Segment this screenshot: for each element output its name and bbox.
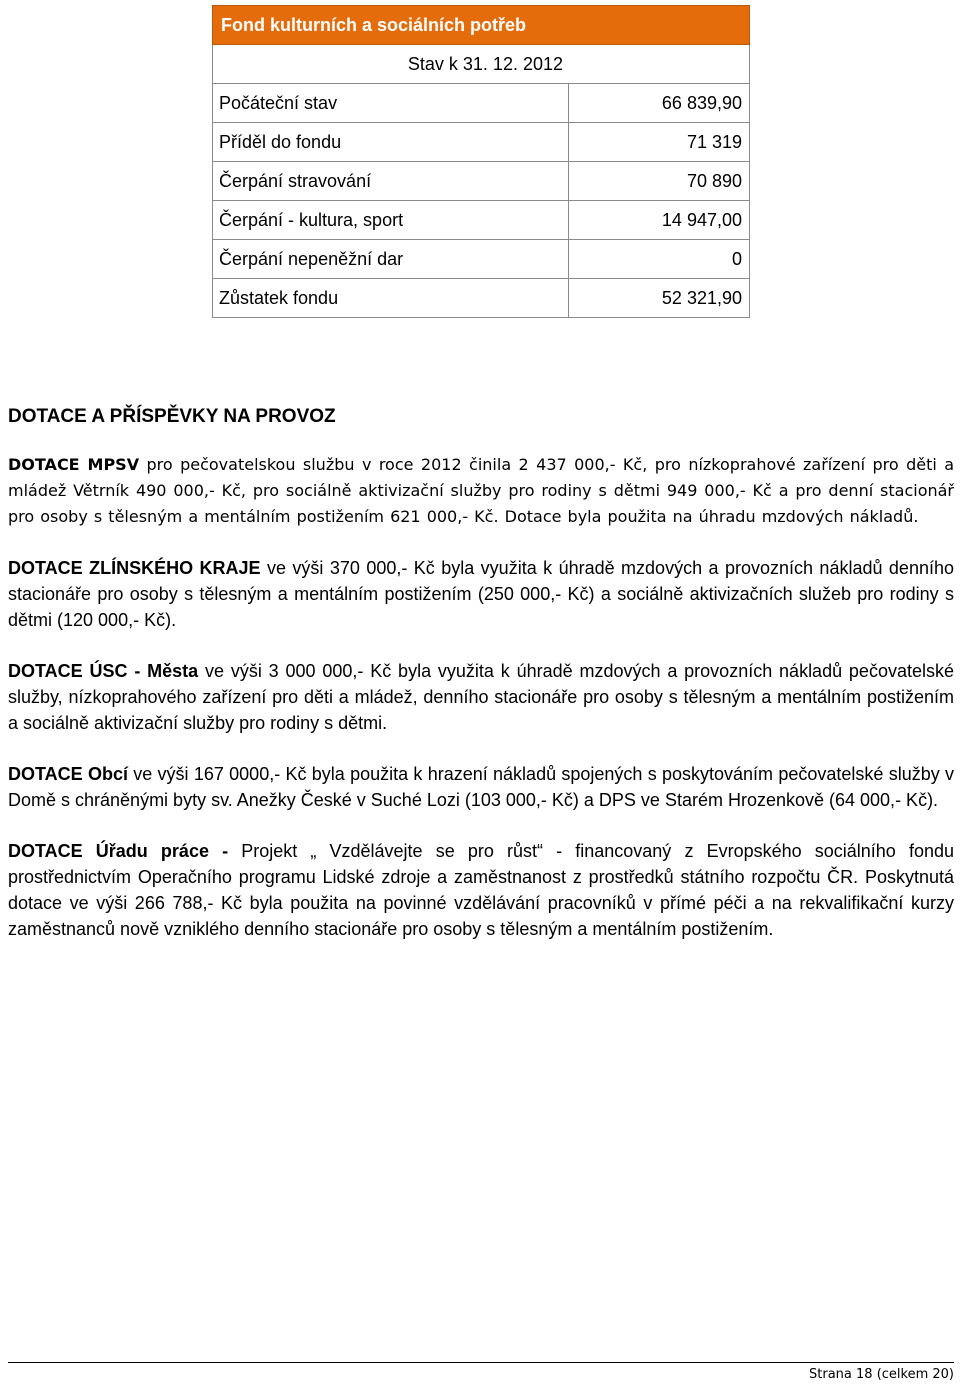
- section-heading: DOTACE A PŘÍSPĚVKY NA PROVOZ: [8, 406, 336, 427]
- paragraph-lead: DOTACE ÚSC - Města: [8, 661, 199, 681]
- fund-row-value: 70 890: [569, 162, 750, 201]
- fund-table-date-row: [213, 45, 750, 84]
- table-row: [213, 162, 750, 201]
- footer-divider: [8, 1362, 954, 1363]
- paragraph-lead: DOTACE Úřadu práce -: [8, 841, 229, 861]
- table-row: [213, 84, 750, 123]
- paragraph-usc-mesta: [8, 658, 954, 736]
- fund-row-label: Čerpání stravování: [213, 162, 569, 201]
- paragraph-zlinsky-kraj: [8, 555, 954, 633]
- paragraph-mpsv: [8, 452, 954, 530]
- document-body: [8, 400, 954, 967]
- paragraph-text: ve výši 370 000,- Kč byla využita k úhradě mzdových a provozních nákladů denního stacionáře pro osoby s tělesným a mentálním postižením (250 000,- Kč) a sociálně aktivizačních služeb pro rodiny s dětmi (120 000,- Kč).: [8, 558, 954, 630]
- table-row: [213, 240, 750, 279]
- fund-table-date: Stav k 31. 12. 2012: [213, 45, 750, 84]
- table-row: [213, 201, 750, 240]
- fund-row-label: Zůstatek fondu: [213, 279, 569, 318]
- fund-row-label: Čerpání nepeněžní dar: [213, 240, 569, 279]
- paragraph-text: ve výši 3 000 000,- Kč byla využita k úhradě mzdových a provozních nákladů pečovatelské služby, nízkoprahového zařízení pro děti a mládež, denního stacionáře pro osoby s tělesným a mentálním postižením a sociálně aktivizační služby pro rodiny s dětmi.: [8, 661, 954, 733]
- fund-row-label: Čerpání - kultura, sport: [213, 201, 569, 240]
- paragraph-lead: DOTACE MPSV: [8, 455, 140, 474]
- fund-table-title-row: [213, 6, 750, 45]
- paragraph-text: pro pečovatelskou službu v roce 2012 činila 2 437 000,- Kč, pro nízkoprahové zařízení pro děti a mládež Větrník 490 000,- Kč, pro sociálně aktivizační služby pro rodiny s dětmi 949 000,- Kč a pro denní stacionář pro osoby s tělesným a mentálním postižením 621 000,- Kč. Dotace byla použita na úhradu mzdových nákladů.: [8, 455, 955, 526]
- table-row: [213, 279, 750, 318]
- fund-row-value: 52 321,90: [569, 279, 750, 318]
- paragraph-obci: [8, 761, 954, 813]
- paragraph-text: ve výši 167 0000,- Kč byla použita k hrazení nákladů spojených s poskytováním pečovatelské služby v Domě s chráněnými byty sv. Anežky České v Suché Lozi (103 000,- Kč) a DPS ve Starém Hrozenkově (64 000,- Kč).: [8, 764, 955, 810]
- fund-table: [212, 5, 750, 318]
- paragraph-lead: DOTACE ZLÍNSKÉHO KRAJE: [8, 558, 261, 578]
- fund-table-title: Fond kulturních a sociálních potřeb: [213, 6, 750, 45]
- fund-row-value: 66 839,90: [569, 84, 750, 123]
- paragraph-text: Projekt „ Vzdělávejte se pro růst“ - financovaný z Evropského sociálního fondu prostřednictvím Operačního programu Lidské zdroje a zaměstnanost z prostředků státního rozpočtu ČR. Poskytnutá dotace ve výši 266 788,- Kč byla použita na povinné vzdělávání pracovníků v přímé péči a na rekvalifikační kurzy zaměstnanců nově vzniklého denního stacionáře pro osoby s tělesným a mentálním postižením.: [8, 841, 954, 939]
- fund-row-label: Příděl do fondu: [213, 123, 569, 162]
- paragraph-uradu-prace: [8, 838, 954, 942]
- page-number: Strana 18 (celkem 20): [809, 1367, 954, 1382]
- fund-row-value: 71 319: [569, 123, 750, 162]
- fund-row-value: 14 947,00: [569, 201, 750, 240]
- fund-row-label: Počáteční stav: [213, 84, 569, 123]
- table-row: [213, 123, 750, 162]
- paragraph-lead: DOTACE Obcí: [8, 764, 128, 784]
- fund-row-value: 0: [569, 240, 750, 279]
